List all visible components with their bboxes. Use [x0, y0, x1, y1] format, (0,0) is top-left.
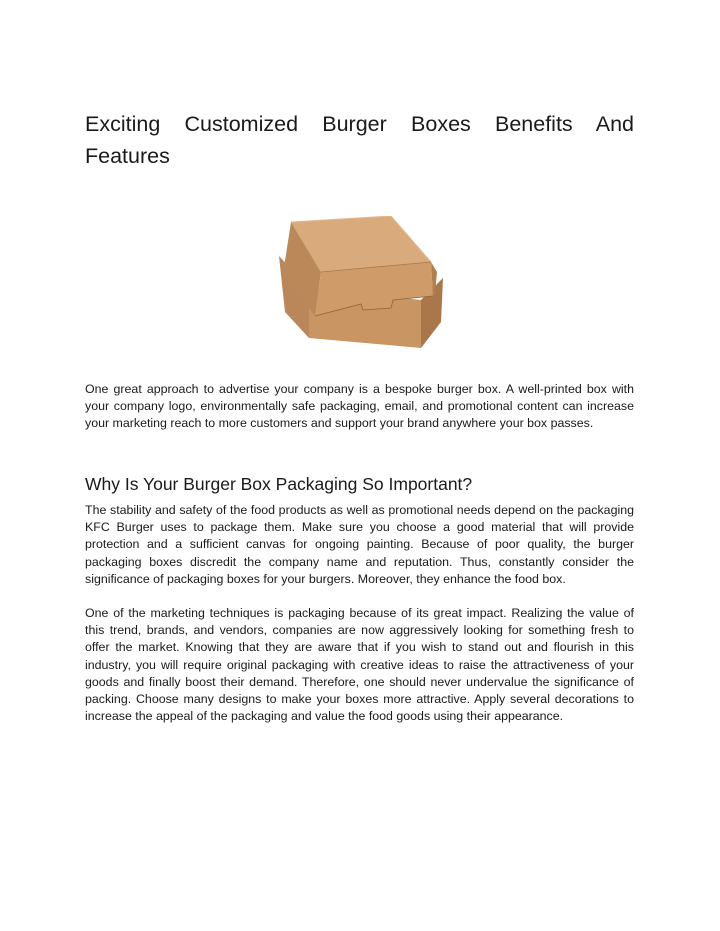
paragraph-intro: One great approach to advertise your company is a bespoke burger box. A well-printed box with your company logo, environmentally safe packaging, email, and promotional content can increase your marketing reach to more customers and support your brand anywhere your box passes. [85, 382, 634, 431]
page-title-line-2: Features [85, 144, 170, 168]
title-block [85, 108, 634, 172]
burger-box-image [271, 216, 447, 348]
section-heading: Why Is Your Burger Box Packaging So Important? [85, 474, 473, 494]
paragraph-importance: The stability and safety of the food products as well as promotional needs depend on the packaging KFC Burger uses to package them. Make sure you choose a good material that will provide protection and a sufficient canvas for ongoing painting. Because of poor quality, the burger packaging boxes discredit the company name and reputation. Thus, constantly consider the significance of packaging boxes for your burgers. Moreover, they enhance the food box. [85, 503, 634, 586]
paragraph-marketing: One of the marketing techniques is packaging because of its great impact. Realizing the value of this trend, brands, and vendors, companies are now aggressively looking for something fresh to offer the market. Knowing that they are aware that if you wish to stand out and flourish in this industry, you will require original packaging with creative ideas to raise the attractiveness of your goods and finally boost their demand. Therefore, one should never undervalue the significance of packing. Choose many designs to make your boxes more attractive. Apply several decorations to increase the appeal of the packaging and value the food goods using their appearance. [85, 606, 634, 724]
burger-box-icon [271, 216, 447, 348]
page-title [85, 108, 634, 172]
page-title-line-1: Exciting Customized Burger Boxes Benefits And [85, 112, 634, 136]
